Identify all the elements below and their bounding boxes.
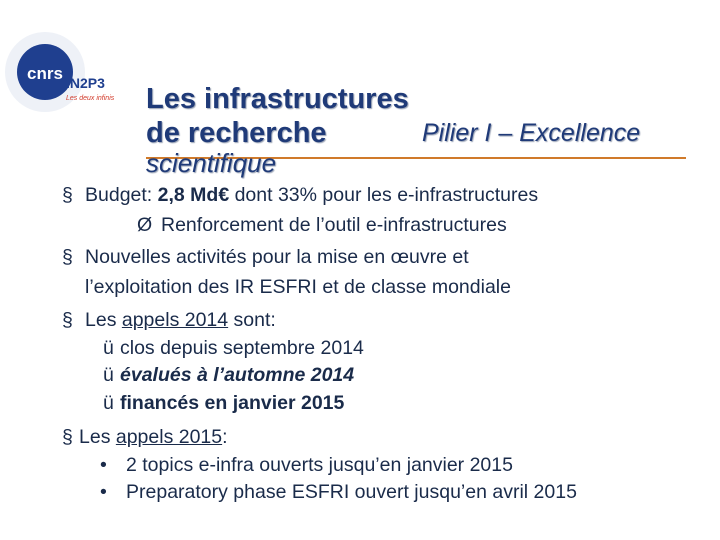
appels-2014-prefix: Les (85, 309, 122, 331)
check-item-finances (103, 392, 344, 415)
budget-prefix: Budget: (85, 184, 158, 206)
check-text-evalues: évalués à l’automne 2014 (120, 364, 355, 386)
pillar-label: Pilier I – Excellence (422, 119, 641, 147)
dot-item-topics (100, 454, 513, 477)
check-icon: ü (103, 392, 114, 414)
appels-2014-rest: sont: (228, 309, 276, 331)
arrow-bullet-icon: Ø (137, 214, 153, 236)
appels-2015-prefix: Les (79, 426, 116, 448)
square-bullet-icon: § (62, 426, 73, 448)
dot-item-preparatory (100, 481, 577, 504)
check-icon: ü (103, 337, 114, 359)
renforcement-text: Renforcement de l’outil e-infrastructures (161, 214, 507, 236)
bullet-appels-2015 (62, 426, 228, 449)
budget-amount: 2,8 Md€ (157, 184, 230, 206)
bullet-nouvelles-continuation (85, 276, 511, 299)
bullet-nouvelles-activites (62, 246, 469, 269)
title-line-2: de recherche (146, 117, 327, 149)
in2p3-wordmark: IN2P3 (66, 75, 105, 91)
bullet-budget (62, 184, 538, 207)
square-bullet-icon: § (62, 309, 73, 331)
title-line-1: Les infrastructures (146, 83, 409, 115)
nouvelles-line-1: Nouvelles activités pour la mise en œuvre et (85, 246, 469, 268)
check-item-clos (103, 337, 364, 360)
square-bullet-icon: § (62, 184, 73, 206)
budget-rest: dont 33% pour les e-infrastructures (229, 184, 539, 206)
bullet-appels-2014 (62, 309, 276, 332)
sub-bullet-renforcement (137, 214, 507, 237)
check-item-evalues (103, 364, 354, 387)
preparatory-text: Preparatory phase ESFRI ouvert jusqu’en avril 2015 (126, 481, 577, 503)
check-text-clos: clos depuis septembre 2014 (120, 337, 364, 359)
nouvelles-line-2: l’exploitation des IR ESFRI et de classe mondiale (85, 276, 511, 298)
dot-bullet-icon: • (100, 481, 107, 503)
dot-bullet-icon: • (100, 454, 107, 476)
slide-subtitle: scientifique (146, 148, 277, 178)
appels-2014-link: appels 2014 (121, 309, 229, 331)
logo-tagline: Les deux infinis (66, 95, 115, 102)
square-bullet-icon: § (62, 246, 73, 268)
cnrs-wordmark: cnrs (27, 64, 63, 83)
appels-2015-link: appels 2015 (115, 426, 223, 448)
appels-2015-rest: : (222, 426, 228, 448)
check-icon: ü (103, 364, 114, 386)
topics-text: 2 topics e-infra ouverts jusqu’en janvier 2015 (126, 454, 513, 476)
check-text-finances: financés en janvier 2015 (120, 392, 345, 414)
